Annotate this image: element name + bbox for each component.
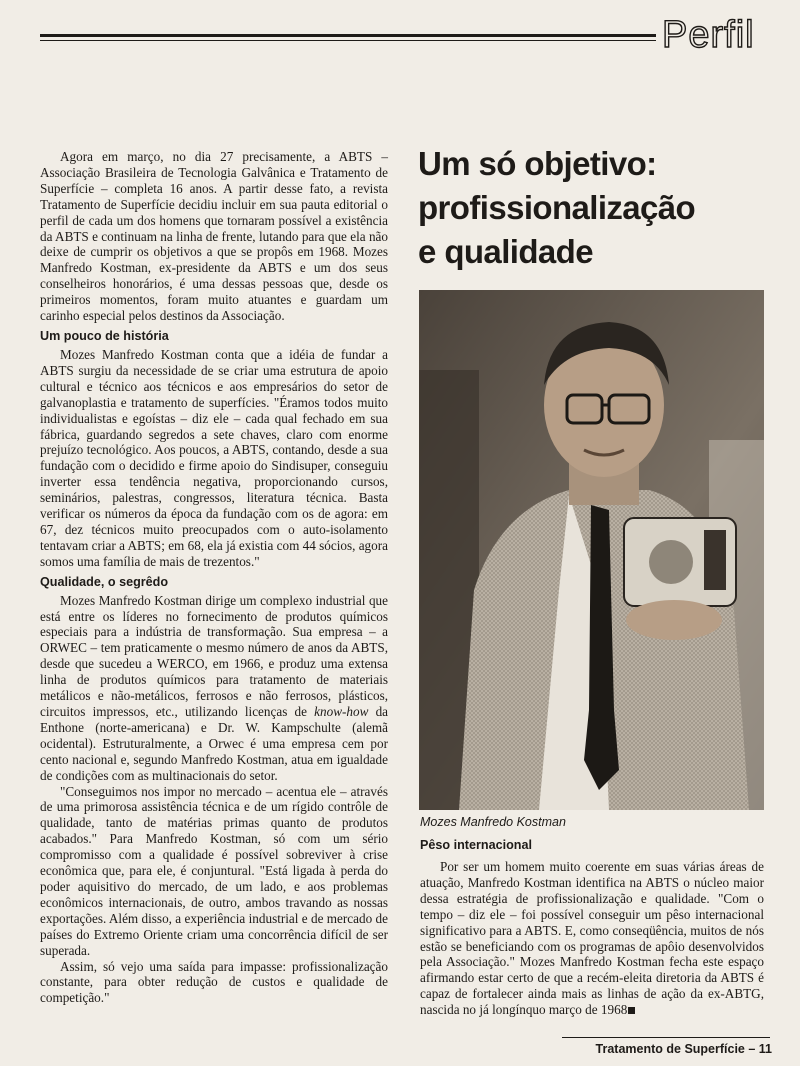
headline-line-2: profissionalização	[418, 189, 696, 226]
intro-paragraph: Agora em março, no dia 27 precisamente, a ABTS – Associação Brasileira de Tecnologia Galvânica e Tratamento de Superfície – completa 16 anos. A partir desse fato, a revista Tratamento de Superfície decidiu incluir em sua pauta editorial o perfil de cada um dos homens que tornaram possível a existência da ABTS e continuam na linha de frente, lutando para que ela não deixe de cumprir os objetivos a que se propôs em 1968. Mozes Manfredo Kostman, ex-presidente da ABTS e um dos seus conselheiros honorários, é uma dessas pessoas que, desde os primeiros momentos, foram muito atuantes e guardam um carinho especial pelos destinos da Associação.	[40, 149, 388, 324]
quality-paragraph-2: "Conseguimos nos impor no mercado – acentua ele – através de uma primorosa assistência técnica e de um rígido contrôle de qualidade, tanto de matérias primas quanto de produtos acabados." Para Manfredo Kostman, só com um sério compromisso com a qualidade é possível sobreviver à crise econômica que, para ele, é conjuntural. "Está ligada à perda do poder aquisitivo do mercado, de um lado, e aos problemas econômicos internacionais, de outro, ambos travando as nossas exportações. Além disso, a experiência industrial e de mercado de países do Extremo Oriente criam uma concorrência difícil de ser superada.	[40, 783, 388, 958]
headline-line-1: Um só objetivo:	[418, 145, 657, 182]
know-how-term: know-how	[314, 704, 369, 719]
headline-line-3: e qualidade	[418, 233, 593, 270]
international-paragraph: Por ser um homem muito coerente em suas várias áreas de atuação, Manfredo Kostman identifica na ABTS o núcleo maior dessa estratégia de profissionalização e qualidade. "Com o tempo – diz ele – foi possível conseguir um pêso internacional significativo para a ABTS. E, como conseqüência, muitos de nós estão se beneficiando com os programas de apôio desenvolvidos pela Associação." Mozes Manfredo Kostman fecha este espaço afirmando estar certo de que a recém-eleita diretoria da ABTS é capaz de fortalecer ainda mais as linhas de ação da ex-ABTG, nascida no já longínquo março de 1968	[420, 859, 764, 1018]
quality-paragraph-1: Mozes Manfredo Kostman dirige um complexo industrial que está entre os líderes no fornecimento de produtos químicos especiais para a indústria de transformação. Sua empresa – a ORWEC – tem praticamente o mesmo número de anos da ABTS, desde que sucedeu a WERCO, em 1966, e produz uma extensa linha de produtos químicos para tratamento de materiais metálicos e não-metálicos, ferrosos e não ferrosos, plásticos, circuitos impressos, etc., utilizando licenças de know-how da Enthone (norte-americana) e Dr. W. Kampschulte (alemã ocidental). Estruturalmente, a Orwec é uma empresa cem por cento nacional e, segundo Manfredo Kostman, atua em igualdade de condições com as multinacionais do setor.	[40, 592, 389, 783]
end-of-article-mark	[628, 1007, 635, 1014]
subheading-international: Pêso internacional	[420, 838, 532, 852]
right-column	[420, 838, 764, 1018]
photo-caption: Mozes Manfredo Kostman	[420, 815, 566, 829]
radio-device	[624, 518, 736, 606]
portrait-illustration	[419, 290, 764, 810]
history-paragraph: Mozes Manfredo Kostman conta que a idéia de fundar a ABTS surgiu da necessidade de se criar uma estrutura de apoio cultural e técnico aos técnicos e aos empresários do setor de galvanoplastia e tratamento de superfícies. "Éramos todos muito individualistas e egoístas – diz ele – cada qual fechado em sua fábrica, guardando segredos a sete chaves, claro com enorme prejuízo tecnológico. Aos poucos, a ABTS, contando, desde a sua fundação com o decidido e firme apoio do Sindisuper, conseguiu inverter essa tendência negativa, proporcionando cursos, seminários, palestras, congressos, literatura técnica. Basta verificar os números da época da fundação com os de agora: em 67, dez técnicos muito preocupados com o auto-isolamento tentavam criar a ABTS; em 68, ela já existia com 44 sócios, agora somos uma família de mais de trezentos."	[40, 346, 388, 569]
subheading-quality: Qualidade, o segrêdo	[40, 574, 169, 589]
left-column	[40, 149, 388, 1006]
section-label: Perfil	[662, 14, 755, 56]
subheading-history: Um pouco de história	[40, 328, 169, 343]
header-rule	[40, 34, 656, 37]
article-headline	[418, 142, 778, 274]
quality-paragraph-3: Assim, só vejo uma saída para impasse: profissionalização constante, para obter redução de custos e qualidade de competição."	[40, 958, 388, 1006]
page-footer: Tratamento de Superfície – 11	[595, 1042, 772, 1056]
footer-rule	[562, 1037, 770, 1038]
portrait-photo	[419, 290, 764, 810]
